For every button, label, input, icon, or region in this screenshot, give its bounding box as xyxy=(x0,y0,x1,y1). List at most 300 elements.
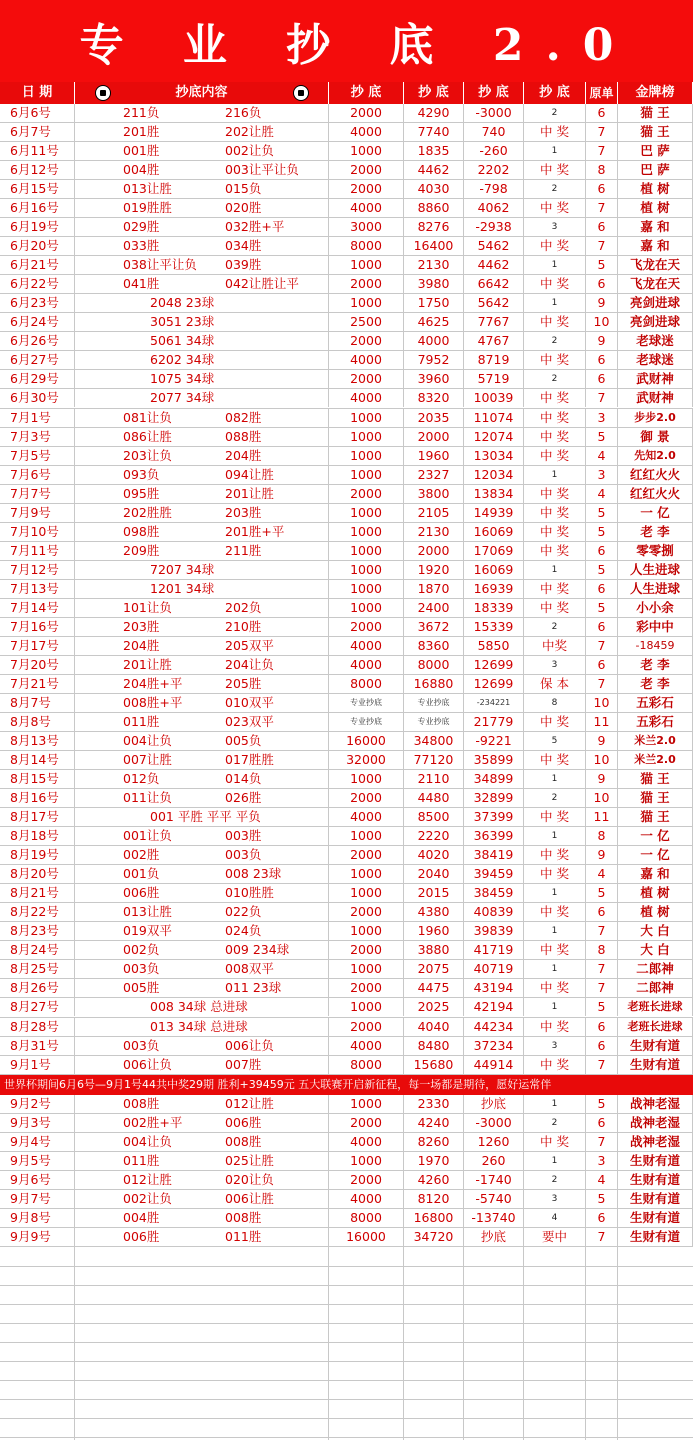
pick-2: 024负 xyxy=(225,923,262,939)
pick-2: 008 23球 xyxy=(225,866,282,882)
row-gold: 先知2.0 xyxy=(618,447,693,465)
row-return: 3960 xyxy=(404,370,464,388)
row-odds: 6 xyxy=(586,1209,618,1227)
row-stake: 1000 xyxy=(329,561,404,579)
row-gold: 生财有道 xyxy=(618,1152,693,1170)
table-row xyxy=(0,656,693,675)
row-odds: 6 xyxy=(586,218,618,236)
table-header xyxy=(0,82,693,104)
row-odds: 7 xyxy=(586,922,618,940)
pick-2: 011胜 xyxy=(225,1228,262,1244)
row-date: 6月7号 xyxy=(0,123,75,141)
pick-1: 001胜 xyxy=(123,143,160,159)
row-stake: 1000 xyxy=(329,865,404,883)
pick-1: 006让负 xyxy=(123,1056,172,1072)
row-cumulative: 42194 xyxy=(464,998,524,1016)
summary-banner: 世界杯期间6月6号—9月1号44共中奖29期 胜利+39459元 五大联赛开启新征程，每一场都是期待，愿好运常伴 xyxy=(0,1075,693,1095)
table-row xyxy=(0,1209,693,1228)
empty-row-line xyxy=(0,1361,693,1362)
row-gold: 武财神 xyxy=(618,389,693,407)
table-row xyxy=(0,218,693,237)
row-gold: 战神老湿 xyxy=(618,1114,693,1132)
row-content xyxy=(75,922,329,940)
row-stake: 2000 xyxy=(329,370,404,388)
pick-2: 003负 xyxy=(225,847,262,863)
row-content xyxy=(75,180,329,198)
row-return: 8260 xyxy=(404,1133,464,1151)
row-stake: 2000 xyxy=(329,941,404,959)
row-return: 4475 xyxy=(404,979,464,997)
row-gold: 生财有道 xyxy=(618,1171,693,1189)
table-row xyxy=(0,637,693,656)
table-row xyxy=(0,1114,693,1133)
row-content xyxy=(75,1152,329,1170)
table-row xyxy=(0,313,693,332)
row-result: 中 奖 xyxy=(524,713,586,731)
pick-2: 007胜 xyxy=(225,1056,262,1072)
row-gold: 亮剑进球 xyxy=(618,294,693,312)
row-content xyxy=(75,123,329,141)
row-cumulative: 4767 xyxy=(464,332,524,350)
row-stake: 1000 xyxy=(329,960,404,978)
row-content xyxy=(75,523,329,541)
row-result: 中 奖 xyxy=(524,599,586,617)
row-return: 2327 xyxy=(404,466,464,484)
row-content xyxy=(75,618,329,636)
row-date: 6月22号 xyxy=(0,275,75,293)
row-date: 9月9号 xyxy=(0,1228,75,1246)
empty-row-line xyxy=(0,1342,693,1343)
table-row xyxy=(0,447,693,466)
row-result: 中 奖 xyxy=(524,428,586,446)
row-cumulative: 260 xyxy=(464,1152,524,1170)
row-gold: 老球迷 xyxy=(618,332,693,350)
row-return: 2040 xyxy=(404,865,464,883)
row-gold: 嘉 和 xyxy=(618,237,693,255)
row-odds: 4 xyxy=(586,865,618,883)
row-gold: 植 树 xyxy=(618,903,693,921)
row-content xyxy=(75,732,329,750)
table-row xyxy=(0,713,693,732)
table-row xyxy=(0,1133,693,1152)
pick-1: 001 平胜 平平 平负 xyxy=(150,809,261,825)
table-row xyxy=(0,199,693,218)
pick-2: 020胜 xyxy=(225,200,262,216)
table-row xyxy=(0,827,693,846)
row-cumulative: 抄底 xyxy=(464,1228,524,1246)
row-odds: 6 xyxy=(586,618,618,636)
row-gold: 老 李 xyxy=(618,675,693,693)
row-result: 要中 xyxy=(524,1228,586,1246)
table-row xyxy=(0,922,693,941)
row-date: 6月16号 xyxy=(0,199,75,217)
row-return: 7740 xyxy=(404,123,464,141)
row-result: 1 xyxy=(524,466,586,484)
row-stake: 1000 xyxy=(329,1095,404,1113)
pick-2: 034胜 xyxy=(225,238,262,254)
row-return: 8276 xyxy=(404,218,464,236)
row-result: 中 奖 xyxy=(524,941,586,959)
empty-column-line xyxy=(523,1247,524,1440)
table-row xyxy=(0,389,693,408)
row-date: 8月8号 xyxy=(0,713,75,731)
row-date: 8月28号 xyxy=(0,1018,75,1036)
pick-1: 038让平让负 xyxy=(123,257,197,273)
row-return: 77120 xyxy=(404,751,464,769)
row-content xyxy=(75,1228,329,1246)
pick-2: 010胜胜 xyxy=(225,885,274,901)
row-gold: 生财有道 xyxy=(618,1190,693,1208)
row-gold: 猫 王 xyxy=(618,808,693,826)
row-cumulative: 11074 xyxy=(464,409,524,427)
row-result: 3 xyxy=(524,1037,586,1055)
row-stake: 1000 xyxy=(329,884,404,902)
row-date: 7月9号 xyxy=(0,504,75,522)
pick-1: 011胜 xyxy=(123,714,160,729)
pick-1: 003负 xyxy=(123,1037,160,1053)
row-date: 8月31号 xyxy=(0,1037,75,1055)
row-content xyxy=(75,789,329,807)
pick-1: 019胜胜 xyxy=(123,200,172,216)
row-result: 8 xyxy=(524,694,586,712)
row-result: 3 xyxy=(524,1190,586,1208)
row-cumulative: 32899 xyxy=(464,789,524,807)
pick-2: 011 23球 xyxy=(225,980,282,996)
row-stake: 1000 xyxy=(329,142,404,160)
empty-column-line xyxy=(585,1247,586,1440)
table-row xyxy=(0,561,693,580)
row-cumulative: -3000 xyxy=(464,1114,524,1132)
row-cumulative: 16939 xyxy=(464,580,524,598)
row-gold: 老班长进球 xyxy=(618,998,693,1016)
row-cumulative: -234221 xyxy=(464,694,524,712)
row-gold: 零零捌 xyxy=(618,542,693,560)
table-row xyxy=(0,998,693,1017)
table-row xyxy=(0,294,693,313)
row-date: 9月6号 xyxy=(0,1171,75,1189)
table-row xyxy=(0,1171,693,1190)
row-result: 中 奖 xyxy=(524,504,586,522)
table-row xyxy=(0,884,693,903)
pick-2: 042让胜让平 xyxy=(225,276,299,292)
pick-2: 088胜 xyxy=(225,428,262,444)
row-cumulative: 43194 xyxy=(464,979,524,997)
row-gold: 大 白 xyxy=(618,941,693,959)
pick-2: 203胜 xyxy=(225,504,262,520)
pick-2: 003胜 xyxy=(225,828,262,844)
row-content xyxy=(75,846,329,864)
row-date: 6月30号 xyxy=(0,389,75,407)
row-return: 1835 xyxy=(404,142,464,160)
pick-1: 1201 34球 xyxy=(150,580,215,596)
pick-2: 204胜 xyxy=(225,447,262,463)
row-cumulative: 4062 xyxy=(464,199,524,217)
empty-row-line xyxy=(0,1266,693,1267)
row-cumulative: 16069 xyxy=(464,523,524,541)
table-row xyxy=(0,523,693,542)
row-odds: 11 xyxy=(586,713,618,731)
pick-2: 094让胜 xyxy=(225,466,274,482)
row-date: 7月5号 xyxy=(0,447,75,465)
row-cumulative: -2938 xyxy=(464,218,524,236)
table-row xyxy=(0,504,693,523)
table-row xyxy=(0,428,693,447)
table-row xyxy=(0,770,693,789)
row-content xyxy=(75,389,329,407)
table-row xyxy=(0,903,693,922)
results-table xyxy=(0,104,693,1247)
row-return: 2220 xyxy=(404,827,464,845)
row-odds: 9 xyxy=(586,332,618,350)
row-odds: 7 xyxy=(586,960,618,978)
table-row xyxy=(0,960,693,979)
row-cumulative: 740 xyxy=(464,123,524,141)
row-date: 8月19号 xyxy=(0,846,75,864)
empty-row-line xyxy=(0,1380,693,1381)
row-cumulative: 5719 xyxy=(464,370,524,388)
row-stake: 1000 xyxy=(329,770,404,788)
row-result: 中 奖 xyxy=(524,523,586,541)
row-date: 7月6号 xyxy=(0,466,75,484)
row-stake: 8000 xyxy=(329,675,404,693)
row-odds: 6 xyxy=(586,1114,618,1132)
row-odds: 7 xyxy=(586,199,618,217)
row-content xyxy=(75,1114,329,1132)
pick-1: 093负 xyxy=(123,466,160,482)
row-gold: 生财有道 xyxy=(618,1056,693,1074)
pick-2: 008胜 xyxy=(225,1133,262,1149)
row-stake: 1000 xyxy=(329,599,404,617)
row-result: 中 奖 xyxy=(524,808,586,826)
row-result: 2 xyxy=(524,1114,586,1132)
pick-1: 211负 xyxy=(123,105,160,120)
row-gold: 米兰2.0 xyxy=(618,751,693,769)
row-result: 中 奖 xyxy=(524,275,586,293)
row-cumulative: 40839 xyxy=(464,903,524,921)
table-row xyxy=(0,1190,693,1209)
row-stake: 4000 xyxy=(329,656,404,674)
pick-1: 081让负 xyxy=(123,409,172,425)
row-content xyxy=(75,466,329,484)
row-stake: 4000 xyxy=(329,637,404,655)
row-content xyxy=(75,827,329,845)
row-date: 8月18号 xyxy=(0,827,75,845)
header-odds: 原单 xyxy=(586,82,618,104)
row-stake: 1000 xyxy=(329,1152,404,1170)
row-content xyxy=(75,370,329,388)
pick-1: 203让负 xyxy=(123,447,172,463)
table-row xyxy=(0,1056,693,1075)
row-date: 8月24号 xyxy=(0,941,75,959)
row-result: 1 xyxy=(524,884,586,902)
row-odds: 8 xyxy=(586,161,618,179)
row-stake: 2000 xyxy=(329,485,404,503)
pick-2: 216负 xyxy=(225,105,262,120)
pick-2: 002让负 xyxy=(225,143,274,159)
empty-column-line xyxy=(328,1247,329,1440)
row-gold: 巴 萨 xyxy=(618,142,693,160)
row-stake: 2000 xyxy=(329,180,404,198)
row-result: 1 xyxy=(524,1095,586,1113)
row-content xyxy=(75,656,329,674)
page-title: 专 业 抄 底 2.0 xyxy=(79,20,636,71)
row-return: 3800 xyxy=(404,485,464,503)
row-odds: 10 xyxy=(586,789,618,807)
row-return: 4480 xyxy=(404,789,464,807)
row-content xyxy=(75,561,329,579)
row-gold: 老班长进球 xyxy=(618,1018,693,1036)
row-gold: 一 亿 xyxy=(618,846,693,864)
row-content xyxy=(75,960,329,978)
pick-2: 008胜 xyxy=(225,1209,262,1225)
row-odds: 5 xyxy=(586,599,618,617)
row-content xyxy=(75,351,329,369)
row-content xyxy=(75,675,329,693)
empty-row-line xyxy=(0,1399,693,1400)
row-return: 4020 xyxy=(404,846,464,864)
row-date: 8月16号 xyxy=(0,789,75,807)
pick-1: 029胜 xyxy=(123,219,160,235)
pick-1: 6202 34球 xyxy=(150,352,215,368)
row-content xyxy=(75,313,329,331)
row-result: 中 奖 xyxy=(524,542,586,560)
row-stake: 4000 xyxy=(329,199,404,217)
table-row xyxy=(0,409,693,428)
row-stake: 8000 xyxy=(329,1209,404,1227)
row-cumulative: -1740 xyxy=(464,1171,524,1189)
row-date: 6月26号 xyxy=(0,332,75,350)
soccer-ball-icon xyxy=(293,85,309,101)
row-return: 4000 xyxy=(404,332,464,350)
row-stake: 1000 xyxy=(329,580,404,598)
pick-2: 020让负 xyxy=(225,1171,274,1187)
row-result: 中 奖 xyxy=(524,1056,586,1074)
row-gold: 步步2.0 xyxy=(618,409,693,427)
row-gold: 猫 王 xyxy=(618,770,693,788)
pick-1: 008 34球 总进球 xyxy=(150,999,248,1015)
row-gold: 一 亿 xyxy=(618,504,693,522)
row-cumulative: 44914 xyxy=(464,1056,524,1074)
row-gold: 嘉 和 xyxy=(618,218,693,236)
row-stake: 4000 xyxy=(329,1037,404,1055)
header-gold: 金牌榜 xyxy=(618,82,693,104)
row-odds: 5 xyxy=(586,504,618,522)
pick-1: 008胜+平 xyxy=(123,694,183,710)
row-content xyxy=(75,713,329,731)
row-gold: 二郎神 xyxy=(618,960,693,978)
row-stake: 4000 xyxy=(329,808,404,826)
pick-1: 002让负 xyxy=(123,1190,172,1206)
row-result: 中 奖 xyxy=(524,199,586,217)
table-row xyxy=(0,1152,693,1171)
row-odds: 6 xyxy=(586,903,618,921)
pick-2: 017胜胜 xyxy=(225,752,274,768)
row-stake: 专业抄底 xyxy=(329,713,404,731)
row-result: 中 奖 xyxy=(524,1018,586,1036)
row-odds: 11 xyxy=(586,808,618,826)
row-return: 8860 xyxy=(404,199,464,217)
row-result: 1 xyxy=(524,922,586,940)
pick-1: 004让负 xyxy=(123,733,172,749)
pick-2: 003让平让负 xyxy=(225,162,299,178)
pick-2: 006胜 xyxy=(225,1114,262,1130)
pick-1: 013让胜 xyxy=(123,904,172,920)
row-odds: 4 xyxy=(586,1171,618,1189)
row-odds: 7 xyxy=(586,142,618,160)
row-result: 中 奖 xyxy=(524,389,586,407)
row-content xyxy=(75,428,329,446)
row-cumulative: 5462 xyxy=(464,237,524,255)
row-content xyxy=(75,1209,329,1227)
row-return: 3880 xyxy=(404,941,464,959)
row-date: 6月27号 xyxy=(0,351,75,369)
row-odds: 6 xyxy=(586,180,618,198)
soccer-ball-icon xyxy=(95,85,111,101)
row-stake: 2000 xyxy=(329,979,404,997)
row-return: 8360 xyxy=(404,637,464,655)
row-return: 4290 xyxy=(404,104,464,122)
row-result: 1 xyxy=(524,960,586,978)
row-date: 8月23号 xyxy=(0,922,75,940)
row-content xyxy=(75,751,329,769)
row-gold: 飞龙在天 xyxy=(618,275,693,293)
row-odds: 7 xyxy=(586,237,618,255)
row-cumulative: 13834 xyxy=(464,485,524,503)
table-row xyxy=(0,142,693,161)
row-gold: 战神老湿 xyxy=(618,1095,693,1113)
row-odds: 10 xyxy=(586,694,618,712)
row-date: 7月1号 xyxy=(0,409,75,427)
pick-1: 3051 23球 xyxy=(150,314,215,330)
row-return: 3980 xyxy=(404,275,464,293)
row-gold: 猫 王 xyxy=(618,104,693,122)
row-return: 1920 xyxy=(404,561,464,579)
table-row xyxy=(0,580,693,599)
row-cumulative: 12034 xyxy=(464,466,524,484)
table-row xyxy=(0,123,693,142)
row-date: 8月17号 xyxy=(0,808,75,826)
row-cumulative: 6642 xyxy=(464,275,524,293)
row-date: 6月21号 xyxy=(0,256,75,274)
header-result: 抄 底 xyxy=(524,82,586,104)
row-stake: 1000 xyxy=(329,447,404,465)
row-gold: 小小余 xyxy=(618,599,693,617)
row-odds: 7 xyxy=(586,637,618,655)
row-cumulative: 1260 xyxy=(464,1133,524,1151)
row-result: 2 xyxy=(524,789,586,807)
table-row xyxy=(0,542,693,561)
row-cumulative: 38419 xyxy=(464,846,524,864)
pick-1: 033胜 xyxy=(123,238,160,254)
row-odds: 5 xyxy=(586,1095,618,1113)
row-odds: 9 xyxy=(586,770,618,788)
row-gold: 植 树 xyxy=(618,199,693,217)
pick-2: 205双平 xyxy=(225,637,274,653)
pick-2: 082胜 xyxy=(225,409,262,425)
row-stake: 2000 xyxy=(329,618,404,636)
row-date: 6月12号 xyxy=(0,161,75,179)
row-gold: 亮剑进球 xyxy=(618,313,693,331)
pick-1: 006胜 xyxy=(123,885,160,901)
row-gold: 生财有道 xyxy=(618,1228,693,1246)
row-return: 4625 xyxy=(404,313,464,331)
header-date: 日 期 xyxy=(0,82,75,104)
row-odds: 3 xyxy=(586,409,618,427)
table-row xyxy=(0,865,693,884)
row-cumulative: 12074 xyxy=(464,428,524,446)
row-gold: 老球迷 xyxy=(618,351,693,369)
pick-1: 201胜 xyxy=(123,124,160,140)
